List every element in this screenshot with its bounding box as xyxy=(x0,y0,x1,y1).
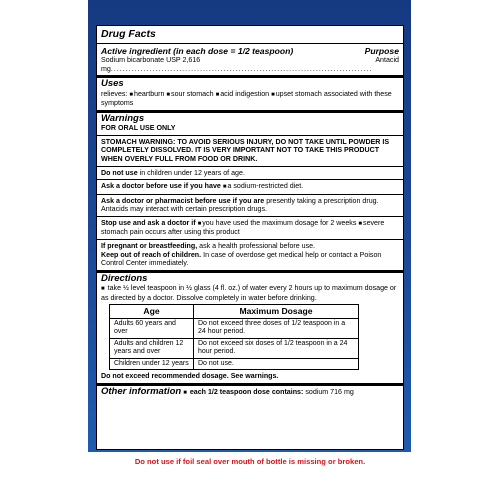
stop-use: Stop use and ask a doctor if ■ you have used the maximum dosage for 2 weeks ■ severe stomach pain occurs after using this product xyxy=(101,219,399,237)
dosage-cell: Do not exceed three doses of 1/2 teaspoon in a 24 hour period. xyxy=(194,318,359,338)
foil-seal-warning: Do not use if foil seal over mouth of bottle is missing or broken. xyxy=(134,457,366,466)
pregnancy-warning: If pregnant or breastfeeding, ask a health professional before use. xyxy=(101,241,316,250)
table-row xyxy=(110,318,359,338)
directions-heading: Directions xyxy=(101,272,148,284)
ask-pharmacist: Ask a doctor or pharmacist before use if you are presently taking a prescription drug. Antacids may interact with certain prescription drugs. xyxy=(101,196,379,214)
table-row xyxy=(110,338,359,358)
ingredient-purpose: Antacid xyxy=(375,56,399,65)
age-cell: Adults 60 years and over xyxy=(110,318,194,338)
stomach-warning: STOMACH WARNING: TO AVOID SERIOUS INJURY, DO NOT TAKE UNTIL POWDER IS COMPLETELY DISSOLVED. IT IS VERY IMPORTANT NOT TO TAKE THIS PRODUCT WHEN OVERLY FULL FROM FOOD OR DRINK. xyxy=(101,137,390,164)
dosage-column-header: Maximum Dosage xyxy=(194,305,359,318)
purpose-heading: Purpose xyxy=(364,45,399,56)
divider xyxy=(97,43,403,44)
divider xyxy=(97,239,403,240)
divider xyxy=(97,216,403,217)
keep-out-of-reach: Keep out of reach of children. In case of overdose get medical help or contact a Poison Control Center immediately. xyxy=(101,250,382,268)
divider xyxy=(97,135,403,136)
uses-heading: Uses xyxy=(101,78,124,90)
active-ingredient-heading: Active ingredient (in each dose = 1/2 teaspoon) xyxy=(101,45,294,56)
ask-doctor: Ask a doctor before use if you have ■ a sodium-restricted diet. xyxy=(101,182,399,191)
table-header-row xyxy=(110,305,359,318)
other-information: Other information ■ each 1/2 teaspoon dose contains: sodium 716 mg xyxy=(101,387,399,397)
age-cell: Adults and children 12 years and over xyxy=(110,338,194,358)
table-row xyxy=(110,358,359,370)
ingredient-name: Sodium bicarbonate USP 2,616 mg........................................................................................ xyxy=(101,56,373,73)
dosage-cell: Do not exceed six doses of 1/2 teaspoon in a 24 hour period. xyxy=(194,338,359,358)
dosage-table xyxy=(109,304,359,370)
use-item: ■ acid indigestion xyxy=(216,90,270,98)
age-column-header: Age xyxy=(110,305,194,318)
divider xyxy=(97,194,403,195)
oral-use-notice: FOR ORAL USE ONLY xyxy=(101,124,176,133)
divider xyxy=(97,75,403,78)
use-item: ■ upset stomach xyxy=(271,90,322,98)
drug-facts-panel xyxy=(96,25,404,450)
use-item: ■ heartburn xyxy=(129,90,164,98)
uses-text: relieves: ■ heartburn ■ sour stomach ■ acid indigestion ■ upset stomach associated with these symptoms xyxy=(101,90,399,108)
directions-text: ■ take ½ level teaspoon in ½ glass (4 fl. oz.) of water every 2 hours up to maximum dosage or as directed by a doctor. Dissolve completely in water before drinking. xyxy=(101,284,399,302)
divider xyxy=(97,166,403,167)
do-not-use: Do not use in children under 12 years of age. xyxy=(101,168,245,177)
age-cell: Children under 12 years xyxy=(110,358,194,370)
dosage-cell: Do not use. xyxy=(194,358,359,370)
drug-facts-title: Drug Facts xyxy=(101,28,156,40)
active-ingredient-header xyxy=(101,46,399,56)
active-ingredient-row xyxy=(101,56,399,73)
do-not-exceed: Do not exceed recommended dosage. See warnings. xyxy=(101,372,279,381)
warnings-heading: Warnings xyxy=(101,112,145,124)
divider xyxy=(97,179,403,180)
use-item: ■ sour stomach xyxy=(166,90,213,98)
